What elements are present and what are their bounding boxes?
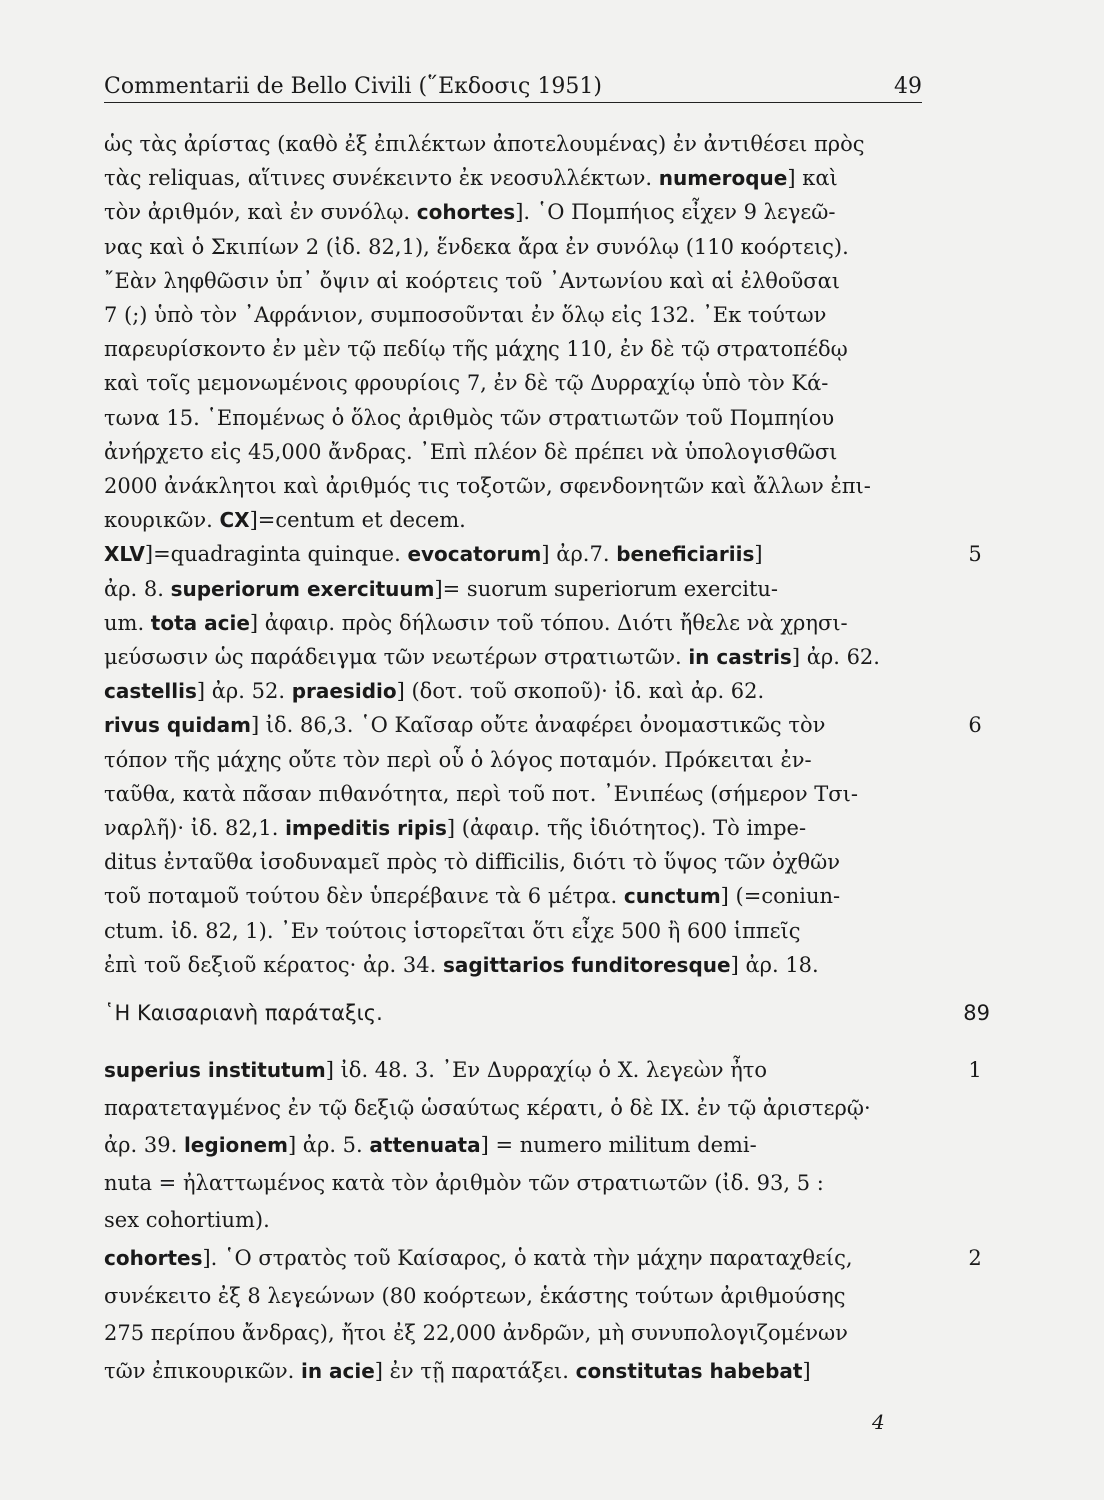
text-line: ὡς τὰς ἀρίστας (καθὸ ἐξ ἐπιλέκτων ἀποτελουμένας) ἐν ἀντιθέσει πρὸς — [104, 132, 865, 156]
text-line: sex cohortium). — [104, 1208, 270, 1233]
text-line: τὸν ἀριθμόν, καὶ ἐν συνόλῳ. cohortes]. ῾Ο Πομπήιος εἶχεν 9 λεγεῶ- — [104, 200, 836, 225]
text-line: ditus ἐνταῦθα ἰσοδυναμεῖ πρὸς τὸ difficilis, διότι τὸ ὕψος τῶν ὀχθῶν — [104, 850, 841, 875]
text-line: castellis] ἀρ. 52. praesidio] (δοτ. τοῦ σκοποῦ)· ἰδ. καὶ ἀρ. 62. — [104, 679, 765, 704]
text-line: ἐπὶ τοῦ δεξιοῦ κέρατος· ἀρ. 34. sagittarios funditoresque] ἀρ. 18. — [104, 952, 819, 977]
running-header — [104, 72, 922, 102]
header-title: Commentarii de Bello Civili (῞Εκδοσις 1951) — [104, 74, 602, 99]
text-line: παρατεταγμένος ἐν τῷ δεξιῷ ὡσαύτως κέρατι, ὁ δὲ ΙΧ. ἐν τῷ ἀριστερῷ· — [104, 1095, 871, 1120]
line-number: 6 — [968, 713, 982, 738]
text-line: τόπον τῆς μάχης οὔτε τὸν περὶ οὗ ὁ λόγος ποταμόν. Πρόκειται ἐν- — [104, 747, 812, 772]
signature-mark: 4 — [872, 1410, 885, 1434]
text-line: cohortes]. ῾Ο στρατὸς τοῦ Καίσαρος, ὁ κατὰ τὴν μάχην παραταχθείς, — [104, 1246, 853, 1270]
text-line: παρευρίσκοντο ἐν μὲν τῷ πεδίῳ τῆς μάχης 110, ἐν δὲ τῷ στρατοπέδῳ — [104, 337, 848, 362]
text-line: τὰς reliquas, αἵτινες συνέκειντο ἐκ νεοσυλλέκτων. numeroque] καὶ — [104, 166, 838, 191]
line-number: 2 — [968, 1246, 982, 1270]
line-number: 5 — [968, 542, 982, 567]
text-line: rivus quidam] ἰδ. 86,3. ῾Ο Καῖσαρ οὔτε ἀναφέρει ὀνομαστικῶς τὸν — [104, 713, 826, 738]
text-line: ἀρ. 39. legionem] ἀρ. 5. attenuata] = numero militum demi- — [104, 1133, 757, 1158]
text-line: ἀρ. 8. superiorum exercituum]= suorum superiorum exercitu- — [104, 576, 779, 601]
header-rule — [104, 102, 922, 103]
text-line: ναρλῆ)· ἰδ. 82,1. impeditis ripis] (ἀφαιρ. τῆς ἰδιότητος). Τὸ impe- — [104, 816, 807, 840]
text-line: ἀνήρχετο εἰς 45,000 ἄνδρας. ᾿Επὶ πλέον δὲ πρέπει νὰ ὑπολογισθῶσι — [104, 439, 838, 464]
text-line: ταῦθα, κατὰ πᾶσαν πιθανότητα, περὶ τοῦ ποτ. ᾿Ενιπέως (σήμερον Τσι- — [104, 781, 858, 806]
page-number: 49 — [894, 74, 922, 99]
text-line: um. tota acie] ἀφαιρ. πρὸς δήλωσιν τοῦ τόπου. Διότι ἤθελε νὰ χρησι- — [104, 610, 848, 635]
text-line: τοῦ ποταμοῦ τούτου δὲν ὑπερέβαινε τὰ 6 μέτρα. cunctum] (=coniun- — [104, 884, 841, 909]
text-line: superius institutum] ἰδ. 48. 3. ᾿Εν Δυρραχίῳ ὁ Χ. λεγεὼν ἦτο — [104, 1058, 768, 1082]
text-line: τωνα 15. ῾Επομένως ὁ ὅλος ἀριθμὸς τῶν στρατιωτῶν τοῦ Πομπηίου — [104, 405, 835, 430]
section-heading — [104, 996, 994, 1030]
text-line: τῶν ἐπικουρικῶν. in acie] ἐν τῇ παρατάξει. constitutas habebat] — [104, 1358, 811, 1383]
text-line: 2000 ἀνάκλητοι καὶ ἀριθμός τις τοξοτῶν, σφενδονητῶν καὶ ἄλλων ἐπι- — [104, 474, 871, 498]
text-line: 275 περίπου ἄνδρας), ἤτοι ἐξ 22,000 ἀνδρῶν, μὴ συνυπολογιζομένων — [104, 1321, 848, 1346]
text-line: κουρικῶν. CX]=centum et decem. — [104, 508, 466, 533]
text-line: 7 (;) ὑπὸ τὸν ᾿Αφράνιον, συμποσοῦνται ἐν ὅλῳ εἰς 132. ᾿Εκ τούτων — [104, 303, 827, 327]
text-line: μεύσωσιν ὡς παράδειγμα τῶν νεωτέρων στρατιωτῶν. in castris] ἀρ. 62. — [104, 645, 880, 669]
text-line: νας καὶ ὁ Σκιπίων 2 (ἰδ. 82,1), ἕνδεκα ἄρα ἐν συνόλῳ (110 κοόρτεις). — [104, 234, 849, 259]
section-number: 89 — [963, 1001, 990, 1025]
text-line: XLV]=quadraginta quinque. evocatorum] ἀρ.7. beneficiariis] — [104, 542, 763, 567]
text-line: συνέκειτο ἐξ 8 λεγεώνων (80 κοόρτεων, ἑκάστης τούτων ἀριθμούσης — [104, 1283, 846, 1308]
text-line: ῎Εὰν ληφθῶσιν ὑπ᾿ ὄψιν αἱ κοόρτεις τοῦ ᾿Αντωνίου καὶ αἱ ἐλθοῦσαι — [104, 268, 841, 293]
line-number: 1 — [968, 1058, 982, 1082]
section-title: ῾Η Καισαριανὴ παράταξις. — [104, 1001, 383, 1025]
text-line: ctum. ἰδ. 82, 1). ᾿Εν τούτοις ἱστορεῖται ὅτι εἶχε 500 ἢ 600 ἱππεῖς — [104, 918, 801, 943]
text-line: nuta = ἠλαττωμένος κατὰ τὸν ἀριθμὸν τῶν στρατιωτῶν (ἰδ. 93, 5 : — [104, 1170, 824, 1195]
text-line: καὶ τοῖς μεμονωμένοις φρουρίοις 7, ἐν δὲ τῷ Δυρραχίῳ ὑπὸ τὸν Κά- — [104, 371, 829, 396]
